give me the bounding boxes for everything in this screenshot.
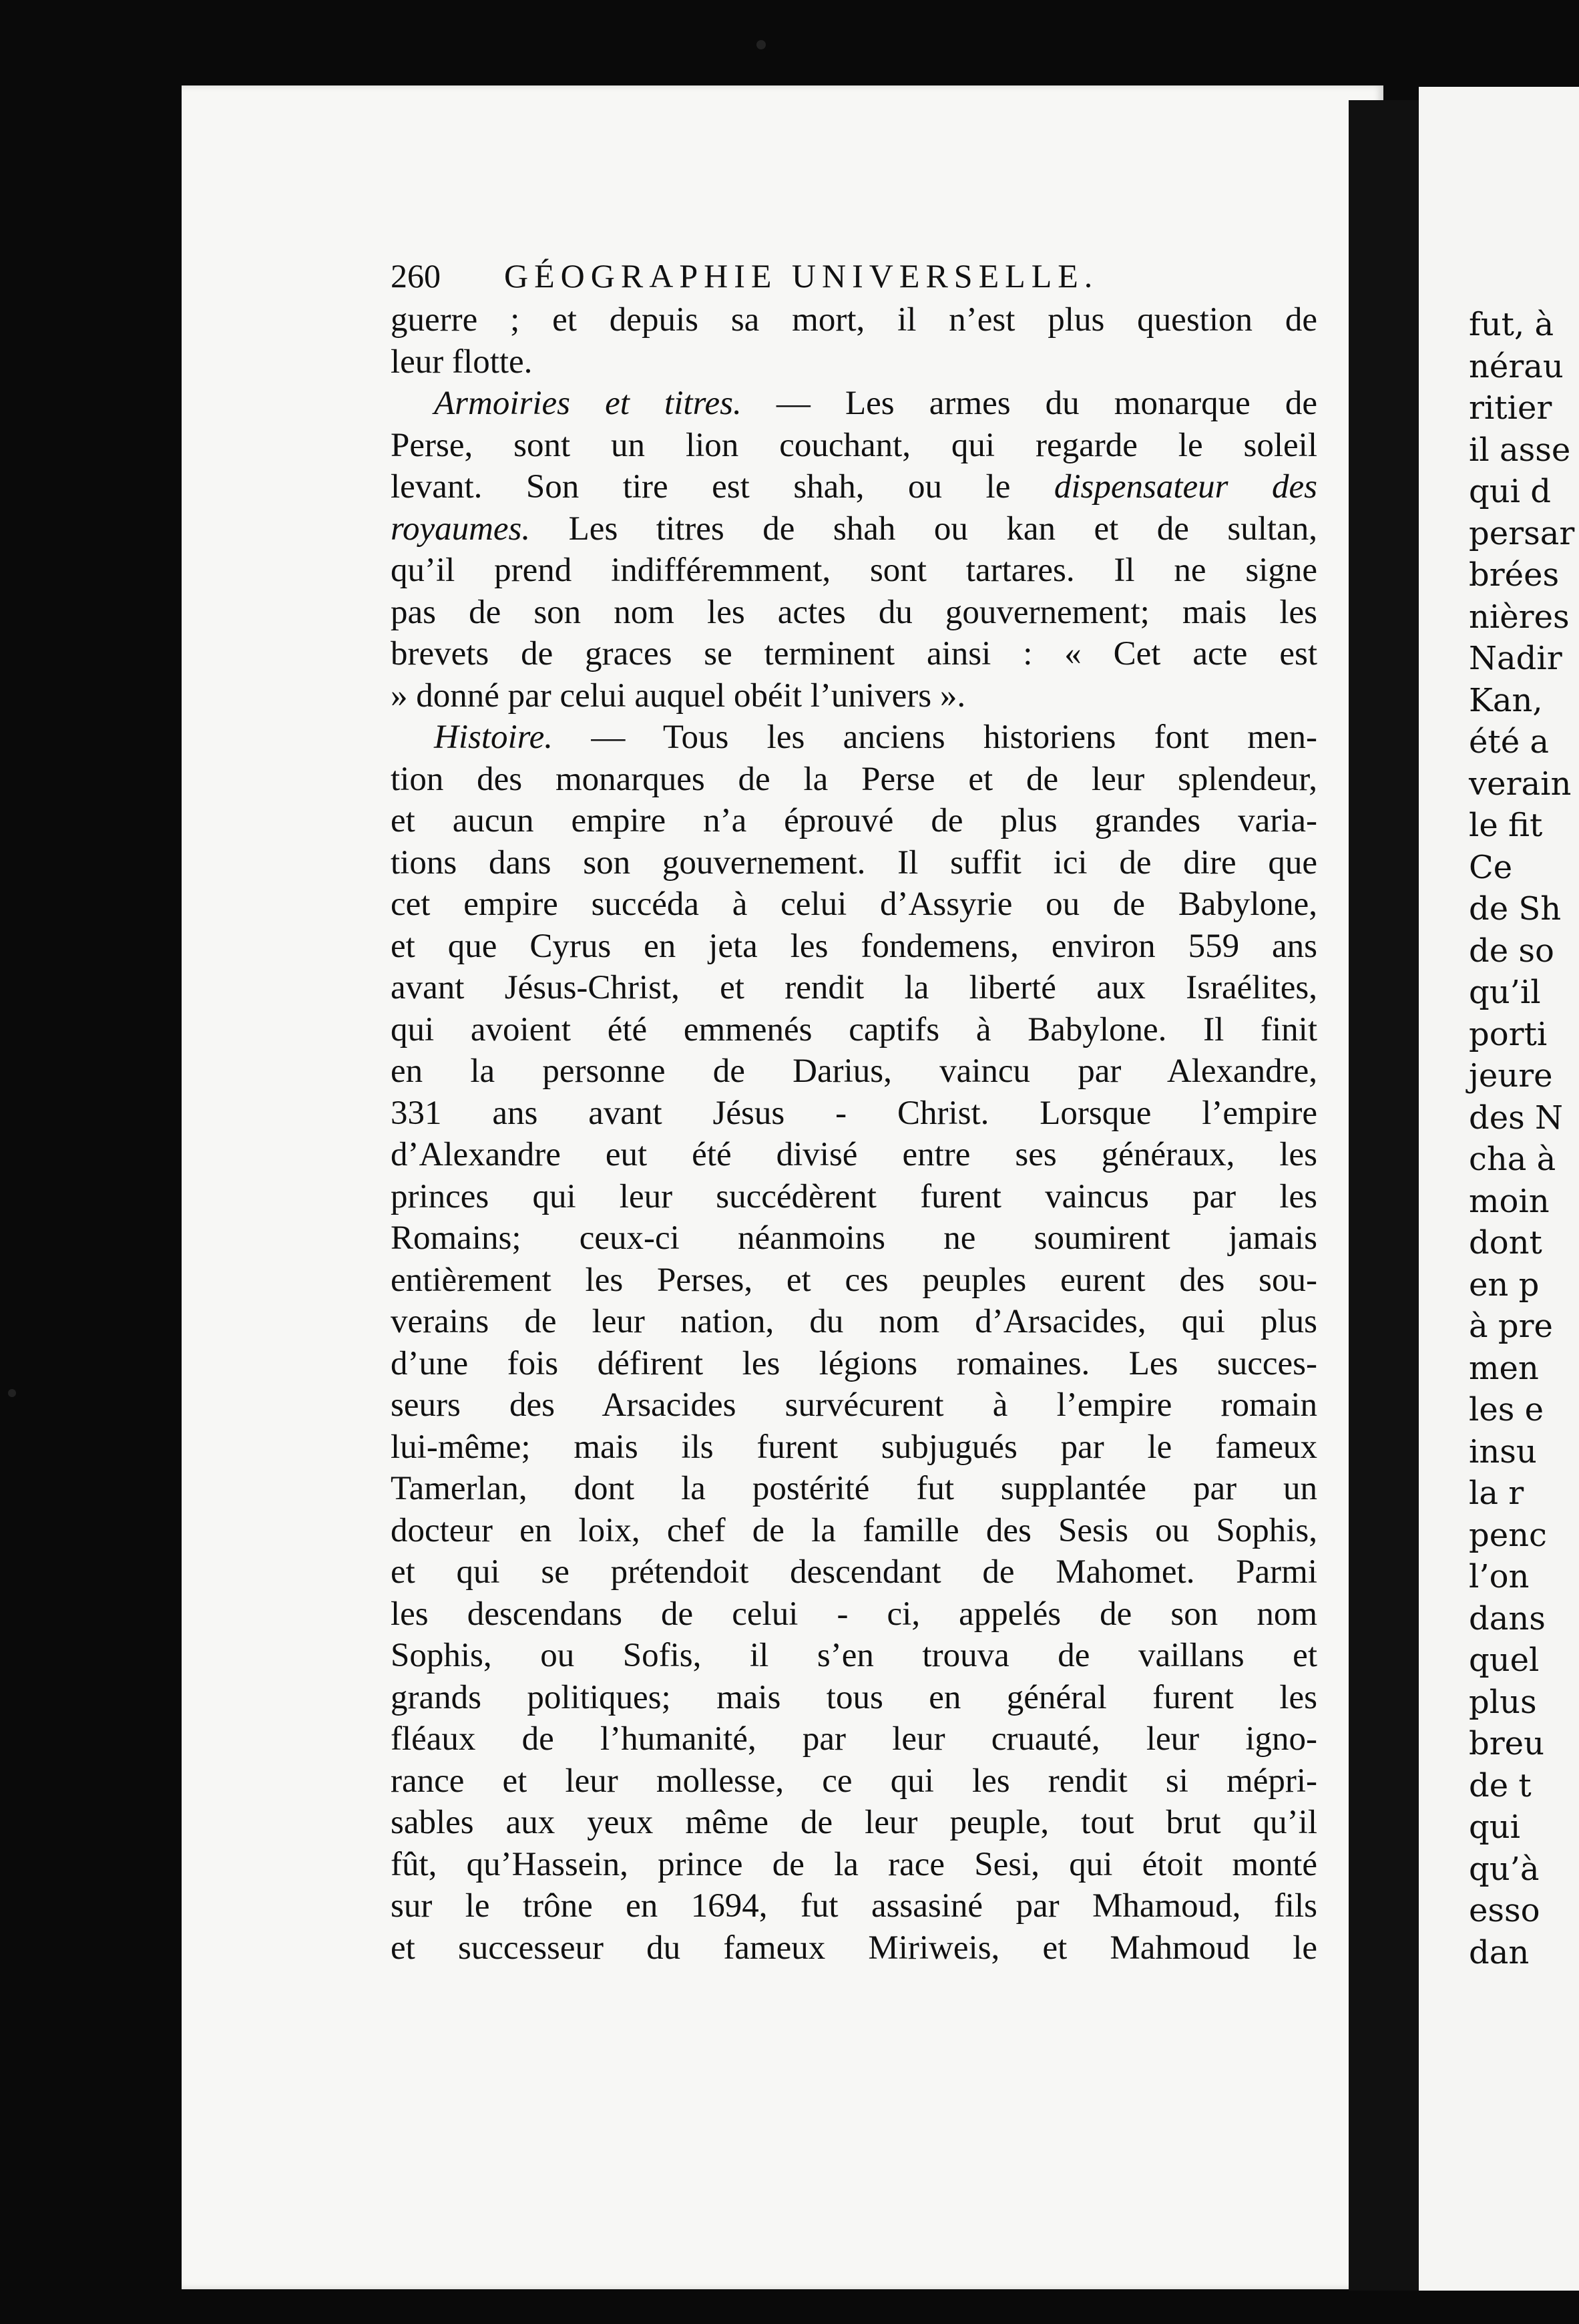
page-number: 260 xyxy=(391,257,441,295)
body-line: » donné par celui auquel obéit l’univers ». xyxy=(391,676,966,715)
facing-page-line: brées xyxy=(1469,556,1560,594)
section-heading-line xyxy=(391,717,1317,759)
body-line: leur flotte. xyxy=(391,343,533,381)
facing-page-line: nérau xyxy=(1469,347,1564,385)
section-heading-histoire: Histoire. xyxy=(434,719,553,756)
body-line: qu’il prend indifféremment, sont tartares. Il ne signe xyxy=(391,552,1317,589)
body-text-span: — Tous les anciens historiens font men- xyxy=(553,719,1317,756)
body-line: verains de leur nation, du nom d’Arsacides, qui plus xyxy=(391,1303,1317,1340)
body-line: Perse, sont un lion couchant, qui regarde le soleil xyxy=(391,426,1317,464)
facing-page-line: la r xyxy=(1469,1475,1524,1512)
body-line: les descendans de celui - ci, appelés de son nom xyxy=(391,1595,1317,1633)
body-text-span: levant. Son tire est shah, ou le xyxy=(391,468,1054,506)
facing-page-line: de so xyxy=(1469,932,1554,970)
facing-page-line: de Sh xyxy=(1469,890,1562,928)
body-line: qui avoient été emmenés captifs à Babylone. Il finit xyxy=(391,1010,1317,1048)
body-text-span: — Les armes du monarque de xyxy=(741,385,1317,422)
body-line: Sophis, ou Sofis, il s’en trouva de vaillans et xyxy=(391,1637,1317,1674)
facing-page-line: qui d xyxy=(1469,473,1551,510)
facing-page-line: dans xyxy=(1469,1599,1546,1637)
facing-page-line: des N xyxy=(1469,1099,1564,1137)
facing-page-line: Nadir xyxy=(1469,640,1562,677)
running-title: GÉOGRAPHIE UNIVERSELLE. xyxy=(504,257,1099,295)
facing-page-line: ritier xyxy=(1469,389,1552,427)
running-header xyxy=(391,252,1317,299)
body-line: tion des monarques de la Perse et de leur splendeur, xyxy=(391,760,1317,798)
facing-page-line: été a xyxy=(1469,723,1549,761)
facing-page-line: dont xyxy=(1469,1224,1542,1262)
facing-page-line: esso xyxy=(1469,1892,1540,1929)
body-line: et que Cyrus en jeta les fondemens, environ 559 ans xyxy=(391,927,1317,965)
body-line: tions dans son gouvernement. Il suffit ici de dire que xyxy=(391,843,1317,882)
body-line: en la personne de Darius, vaincu par Alexandre, xyxy=(391,1052,1317,1090)
body-line: lui-même; mais ils furent subjugués par le fameux xyxy=(391,1428,1317,1466)
body-line: sur le trône en 1694, fut assasiné par Mhamoud, fils xyxy=(391,1887,1317,1925)
body-line: et successeur du fameux Miriweis, et Mahmoud le xyxy=(391,1929,1317,1967)
facing-page-line: Kan, xyxy=(1469,681,1543,719)
facing-page-line: verain xyxy=(1469,765,1572,803)
facing-page-line: penc xyxy=(1469,1516,1547,1554)
body-line: sables aux yeux même de leur peuple, tout brut qu’il xyxy=(391,1804,1317,1841)
body-lines-rest xyxy=(391,759,1317,1969)
body-line xyxy=(391,508,1317,550)
facing-page-line: quel xyxy=(1469,1641,1540,1679)
body-line: guerre ; et depuis sa mort, il n’est plus question de xyxy=(391,301,1317,339)
facing-page xyxy=(1419,87,1579,2291)
facing-page-line: qui xyxy=(1469,1808,1520,1846)
facing-page-line: moin xyxy=(1469,1182,1550,1220)
body-line: et aucun empire n’a éprouvé de plus grandes varia- xyxy=(391,802,1317,839)
body-line: cet empire succéda à celui d’Assyrie ou de Babylone, xyxy=(391,886,1317,923)
facing-page-text xyxy=(1469,304,1574,1973)
body-line: fût, qu’Hassein, prince de la race Sesi, qui étoit monté xyxy=(391,1845,1317,1883)
body-line: fléaux de l’humanité, par leur cruauté, leur igno- xyxy=(391,1720,1317,1758)
facing-page-line: en p xyxy=(1469,1266,1540,1304)
facing-page-line: qu’à xyxy=(1469,1850,1540,1888)
body-line: avant Jésus-Christ, et rendit la liberté aux Israélites, xyxy=(391,969,1317,1006)
facing-page-line: le fit xyxy=(1469,807,1543,844)
body-line: d’une fois défirent les légions romaines. Les succes- xyxy=(391,1344,1317,1382)
body-line: d’Alexandre eut été divisé entre ses généraux, les xyxy=(391,1136,1317,1173)
facing-page-line: jeure xyxy=(1469,1057,1553,1095)
facing-page-line: qu’il xyxy=(1469,974,1541,1011)
section-heading-armoiries: Armoiries et titres. xyxy=(434,385,742,422)
facing-page-line: persar xyxy=(1469,514,1575,552)
facing-page-line: men xyxy=(1469,1349,1539,1387)
body-line: brevets de graces se terminent ainsi : « Cet acte est xyxy=(391,635,1317,672)
facing-page-line: fut, à xyxy=(1469,306,1554,343)
facing-page-line: breu xyxy=(1469,1725,1544,1762)
facing-page-line: à pre xyxy=(1469,1308,1553,1345)
body-line: pas de son nom les actes du gouvernement; mais les xyxy=(391,593,1317,631)
body-line: et qui se prétendoit descendant de Mahomet. Parmi xyxy=(391,1553,1317,1591)
body-line: docteur en loix, chef de la famille des Sesis ou Sophis, xyxy=(391,1511,1317,1549)
body-line: rance et leur mollesse, ce qui les rendit si mépri- xyxy=(391,1762,1317,1800)
facing-page-line: plus xyxy=(1469,1683,1537,1721)
body-line: seurs des Arsacides survécurent à l’empire romain xyxy=(391,1386,1317,1424)
facing-page-line: l’on xyxy=(1469,1558,1530,1595)
body-line xyxy=(391,466,1317,508)
section-heading-line xyxy=(391,383,1317,425)
body-line: grands politiques; mais tous en général furent les xyxy=(391,1678,1317,1716)
body-line: 331 ans avant Jésus - Christ. Lorsque l’empire xyxy=(391,1094,1317,1132)
facing-page-line: Ce xyxy=(1469,848,1513,886)
facing-page-line: de t xyxy=(1469,1766,1532,1804)
body-text-span: Les titres de shah ou kan et de sultan, xyxy=(530,510,1317,548)
facing-page-line: cha à xyxy=(1469,1141,1556,1178)
page-text xyxy=(391,252,1317,1969)
dust-speck-left xyxy=(8,1389,16,1397)
facing-page-line: les e xyxy=(1469,1391,1544,1428)
body-line: Romains; ceux-ci néanmoins ne soumirent jamais xyxy=(391,1219,1317,1257)
facing-page-line: dan xyxy=(1469,1933,1530,1971)
body-line: entièrement les Perses, et ces peuples eurent des sou- xyxy=(391,1261,1317,1299)
facing-page-line: il asse xyxy=(1469,431,1571,469)
dust-speck-top xyxy=(756,40,766,49)
body-line: Tamerlan, dont la postérité fut supplantée par un xyxy=(391,1470,1317,1507)
body-line: princes qui leur succédèrent furent vaincus par les xyxy=(391,1177,1317,1215)
italic-phrase: royaumes. xyxy=(391,510,531,548)
facing-page-line: insu xyxy=(1469,1432,1537,1471)
facing-page-line: porti xyxy=(1469,1015,1548,1053)
italic-phrase: dispensateur des xyxy=(1054,468,1317,506)
facing-page-line: nières xyxy=(1469,598,1570,636)
book-gutter xyxy=(1349,100,1419,2291)
